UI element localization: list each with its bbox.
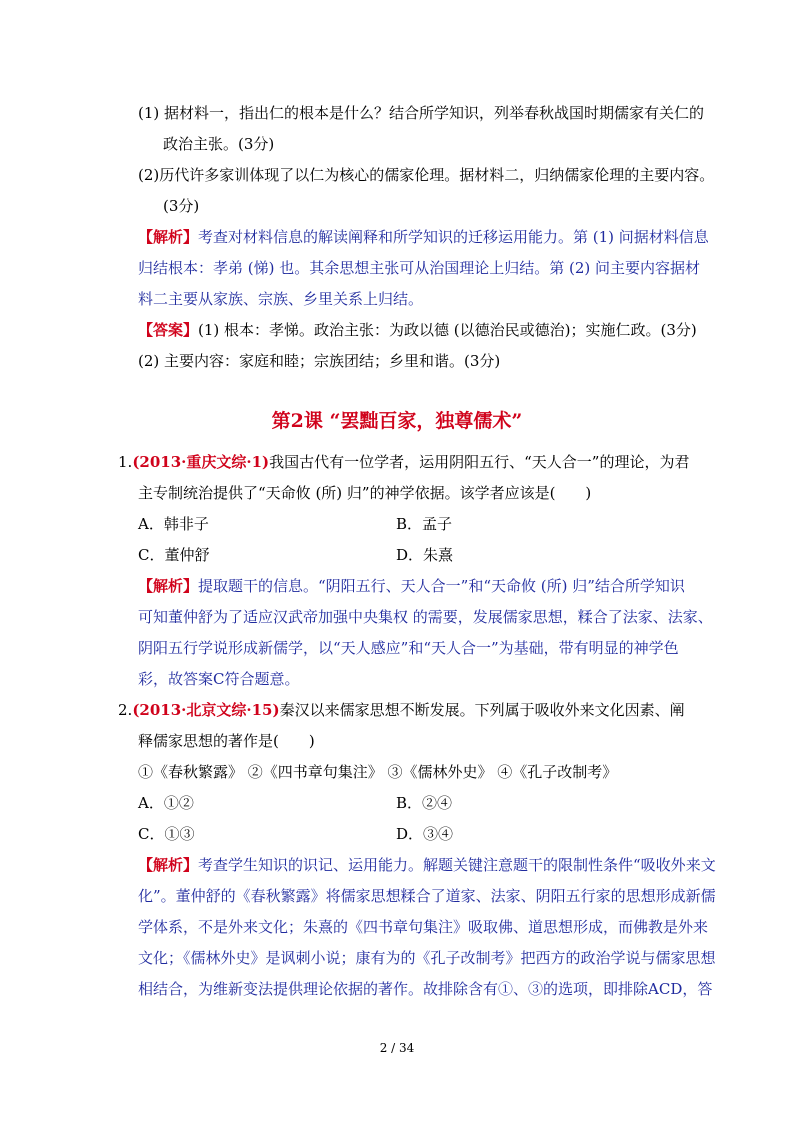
question2-option-c: C．①③ <box>138 825 195 843</box>
question1-analysis-line-2: 可知董仲舒为了适应汉武帝加强中央集权 的需要，发展儒家思想，糅合了法家、法家、 <box>138 608 713 626</box>
question-number: 2. <box>118 701 133 719</box>
question1-option-b: B．孟子 <box>396 515 453 533</box>
question1-stem-line-2: 主专制统治提供了“天命攸 (所) 归”的神学依据。该学者应该是( ) <box>138 484 592 502</box>
question-stem: 秦汉以来儒家思想不断发展。下列属于吸收外来文化因素、阐 <box>279 701 685 719</box>
prev-answer-line-2: (2) 主要内容：家庭和睦；宗族团结；乡里和谐。(3分) <box>138 352 501 370</box>
analysis-text: 考查学生知识的识记、运用能力。解题关键注意题干的限制性条件“吸收外来文 <box>198 856 716 874</box>
question2-analysis-line-2: 化”。董仲舒的《春秋繁露》将儒家思想糅合了道家、法家、阴阳五行家的思想形成新儒 <box>138 887 716 905</box>
question2-analysis-line-1 <box>138 855 716 875</box>
question2-option-d: D．③④ <box>396 825 454 843</box>
analysis-text: 提取题干的信息。“阴阳五行、天人合一”和“天命攸 (所) 归”结合所学知识 <box>198 577 685 595</box>
question-stem: 我国古代有一位学者，运用阴阳五行、“天人合一”的理论，为君 <box>269 453 690 471</box>
question2-analysis-line-4: 文化；《儒林外史》是讽刺小说；康有为的《孔子改制考》把西方的政治学说与儒家思想 <box>138 949 716 967</box>
lesson-title: 第2课 “罢黜百家，独尊儒术” <box>271 410 523 432</box>
question1-analysis-line-1 <box>138 576 685 596</box>
question2-stem-line-2: 释儒家思想的著作是( ) <box>138 732 315 750</box>
q1-line-1: (1) 据材料一，指出仁的根本是什么？结合所学知识，列举春秋战国时期儒家有关仁的 <box>138 104 705 122</box>
q2-line-1: (2)历代许多家训体现了以仁为核心的儒家伦理。据材料二，归纳儒家伦理的主要内容。 <box>138 166 715 184</box>
analysis-label: 【解析】 <box>138 228 199 246</box>
answer-label: 【答案】 <box>138 321 199 339</box>
question2-option-b: B．②④ <box>396 794 453 812</box>
question-number: 1. <box>118 453 133 471</box>
question1-option-a: A．韩非子 <box>138 515 209 533</box>
question-source: (2013·北京文综·15) <box>132 701 280 719</box>
prev-analysis-line-2: 归结根本：孝弟 (悌) 也。其余思想主张可从治国理论上归结。第 (2) 问主要内容据材 <box>138 259 701 277</box>
q2-line-2: (3分) <box>163 197 200 215</box>
question2-items: ①《春秋繁露》 ②《四书章句集注》 ③《儒林外史》 ④《孔子改制考》 <box>138 763 618 781</box>
question1-stem-line-1 <box>118 452 689 472</box>
prev-analysis-line-1 <box>138 227 709 247</box>
question2-option-a: A．①② <box>138 794 194 812</box>
prev-answer-line-1 <box>138 320 697 340</box>
question2-analysis-line-5: 相结合，为维新变法提供理论依据的著作。故排除含有①、③的选项，即排除ACD，答 <box>138 980 713 998</box>
analysis-text: 考查对材料信息的解读阐释和所学知识的迁移运用能力。第 (1) 问据材料信息 <box>198 228 709 246</box>
page-number: 2 / 34 <box>379 1041 415 1055</box>
question1-option-c: C．董仲舒 <box>138 546 210 564</box>
analysis-label: 【解析】 <box>138 856 199 874</box>
prev-analysis-line-3: 料二主要从家族、宗族、乡里关系上归结。 <box>138 290 424 308</box>
question1-analysis-line-3: 阴阳五行学说形成新儒学，以“天人感应”和“天人合一”为基础，带有明显的神学色 <box>138 639 679 657</box>
question2-stem-line-1 <box>118 700 685 720</box>
analysis-label: 【解析】 <box>138 577 199 595</box>
answer-text: (1) 根本：孝悌。政治主张：为政以德 (以德治民或德治)；实施仁政。(3分) <box>198 321 697 339</box>
question2-analysis-line-3: 学体系，不是外来文化；朱熹的《四书章句集注》吸取佛、道思想形成，而佛教是外来 <box>138 918 709 936</box>
q1-line-2: 政治主张。(3分) <box>163 135 275 153</box>
question-source: (2013·重庆文综·1) <box>132 453 270 471</box>
question1-analysis-line-4: 彩，故答案C符合题意。 <box>138 670 300 688</box>
question1-option-d: D．朱熹 <box>396 546 454 564</box>
